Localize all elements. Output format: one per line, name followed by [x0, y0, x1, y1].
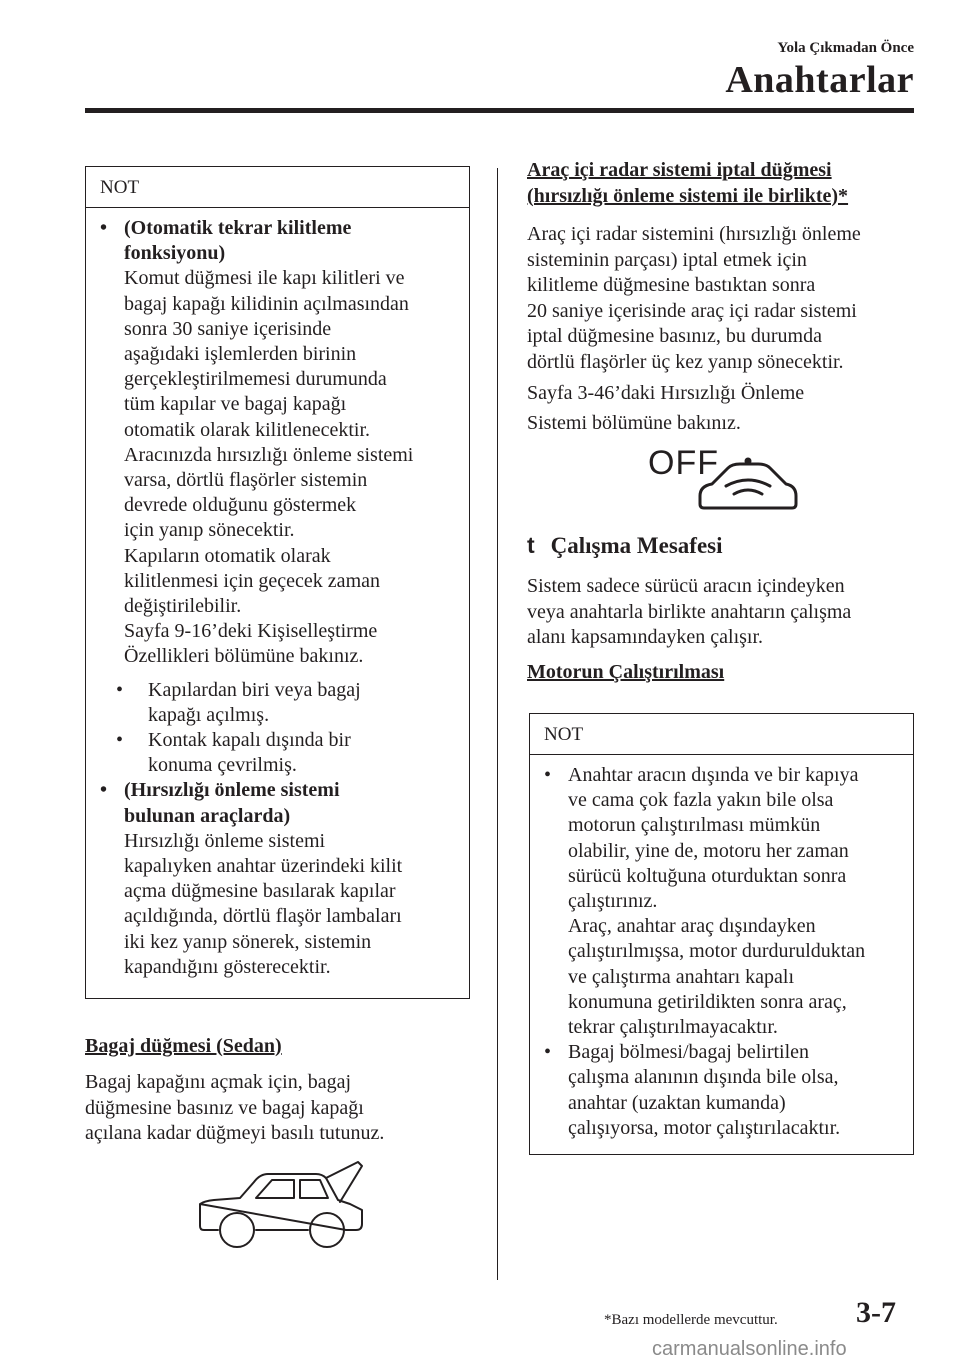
sub-bullet-line: konuma çevrilmiş.	[148, 754, 297, 777]
note-line: Hırsızlığı önleme sistemi	[124, 829, 326, 852]
note-line: için yanıp sönecektir.	[124, 519, 295, 542]
sub-bullet: •	[116, 729, 124, 752]
note-line: ve çalıştırma anahtarı kapalı	[568, 965, 795, 988]
bullet: •	[544, 764, 552, 786]
radar-heading-line: Araç içi radar sistemi iptal düğmesi	[527, 159, 832, 181]
para-line: açılana kadar düğmeyi basılı tutunuz.	[85, 1122, 385, 1145]
para-line: veya anahtarla birlikte anahtarın çalışma	[527, 600, 852, 623]
radar-heading-line: (hırsızlığı önleme sistemi ile birlikte)*	[527, 184, 849, 207]
section-subtitle: Yola Çıkmadan Önce	[777, 40, 914, 56]
note-item-title: fonksiyonu)	[124, 242, 226, 265]
note-line: değiştirilebilir.	[124, 595, 242, 618]
column-divider	[497, 168, 498, 1280]
engine-heading: Motorun Çalıştırılması	[527, 661, 725, 683]
note-line: aşağıdaki işlemlerden birinin	[124, 343, 357, 366]
note-label: NOT	[86, 167, 469, 208]
bullet: •	[100, 779, 108, 802]
note-line: çalışma alanının dışında bile olsa,	[568, 1066, 839, 1089]
note-line: çalıştırınız.	[568, 890, 658, 913]
note-line: Araç, anahtar araç dışındayken	[568, 915, 816, 938]
note-line: kapalıyken anahtar üzerindeki kilit	[124, 855, 403, 878]
sub-bullet: •	[116, 678, 124, 701]
radar-off-icon	[648, 444, 808, 520]
note-line: anahtar (uzaktan kumanda)	[568, 1091, 786, 1114]
note-line: Sayfa 9-16’deki Kişiselleştirme	[124, 620, 378, 643]
radar-paragraph	[527, 222, 861, 376]
note-line: gerçekleştirilmemesi durumunda	[124, 368, 387, 391]
para-line: Sistem sadece sürücü aracın içindeyken	[527, 575, 845, 597]
trunk-paragraph	[85, 1070, 384, 1147]
note-line: devrede olduğunu göstermek	[124, 494, 357, 517]
note-line: Bagaj bölmesi/bagaj belirtilen	[568, 1041, 810, 1064]
para-line: dörtlü flaşörler üç kez yanıp sönecektir.	[527, 350, 844, 373]
note-line: ve cama çok fazla yakın bile olsa	[568, 789, 834, 812]
note-line: kapandığını gösterecektir.	[124, 955, 331, 978]
note-line: açma düğmesine basılarak kapılar	[124, 880, 396, 903]
note-line: motorun çalıştırılması mümkün	[568, 814, 821, 837]
para-line: kilitleme düğmesine bastıktan sonra	[527, 274, 816, 297]
note-line: Özellikleri bölümüne bakınız.	[124, 645, 364, 668]
note-item-trunk-outside	[544, 1040, 899, 1141]
note-line: bagaj kapağı kilidinin açılmasından	[124, 292, 409, 315]
note-line: varsa, dörtlü flaşörler sistemin	[124, 469, 368, 492]
note-body	[530, 755, 913, 1141]
note-item-key-near	[544, 763, 899, 1040]
range-heading	[527, 532, 723, 559]
note-line: çalışıyorsa, motor çalıştırılacaktır.	[568, 1116, 841, 1139]
trunk-open-car-icon	[190, 1158, 370, 1254]
note-label: NOT	[530, 714, 913, 755]
note-line: konumuna getirildikten sonra araç,	[568, 990, 847, 1013]
trunk-heading: Bagaj düğmesi (Sedan)	[85, 1035, 282, 1057]
para-line: iptal düğmesine basınız, bu durumda	[527, 325, 822, 348]
off-label: OFF	[648, 444, 719, 482]
para-line: alanı kapsamındayken çalışır.	[527, 626, 764, 649]
page-title: Anahtarlar	[725, 59, 914, 101]
note-line: Kapıların otomatik olarak	[124, 544, 331, 567]
para-line: Araç içi radar sistemini (hırsızlığı önleme	[527, 223, 861, 245]
range-heading-text: Çalışma Mesafesi	[550, 533, 723, 558]
note-item-title: bulunan araçlarda)	[124, 804, 291, 827]
radar-heading	[527, 158, 848, 209]
note-line: tüm kapılar ve bagaj kapağı	[124, 393, 347, 416]
note-box-right	[529, 713, 914, 1155]
note-line: çalıştırılmışsa, motor durdurulduktan	[568, 940, 866, 963]
bullet: •	[544, 1041, 552, 1064]
note-line: sürücü koltuğuna oturduktan sonra	[568, 864, 847, 887]
sub-bullet-item	[100, 728, 455, 778]
para-line: Bagaj kapağını açmak için, bagaj	[85, 1071, 352, 1093]
note-line: Komut düğmesi ile kapı kilitleri ve	[124, 267, 405, 290]
note-item-title: (Hırsızlığı önleme sistemi	[124, 779, 340, 802]
header-rule	[85, 108, 914, 113]
note-line: Aracınızda hırsızlığı önleme sistemi	[124, 443, 414, 466]
note-line: tekrar çalıştırılmayacaktır.	[568, 1016, 778, 1039]
bullet: •	[100, 217, 108, 239]
footnote: *Bazı modellerde mevcuttur.	[604, 1312, 778, 1328]
note-line: Anahtar aracın dışında ve bir kapıya	[568, 764, 859, 786]
sub-bullet-item	[100, 678, 455, 728]
para-line: Sistemi bölümüne bakınız.	[527, 412, 741, 434]
note-item-antitheft	[100, 778, 455, 980]
note-item-auto-relock	[100, 216, 455, 670]
sub-bullet-line: Kapılardan biri veya bagaj	[148, 678, 361, 701]
note-line: otomatik olarak kilitlenecektir.	[124, 418, 371, 441]
para-line: 20 saniye içerisinde araç içi radar sistemi	[527, 299, 857, 322]
car-radar-icon	[696, 456, 800, 520]
note-line: açıldığında, dörtlü flaşör lambaları	[124, 905, 402, 928]
para-line: Sayfa 3-46’daki Hırsızlığı Önleme	[527, 382, 805, 404]
range-paragraph	[527, 574, 851, 651]
para-line: düğmesine basınız ve bagaj kapağı	[85, 1096, 364, 1119]
note-line: olabilir, yine de, motoru her zaman	[568, 839, 849, 862]
note-box-left	[85, 166, 470, 999]
section-marker: t	[527, 532, 535, 558]
note-body	[86, 208, 469, 980]
note-line: sonra 30 saniye içerisinde	[124, 317, 332, 340]
sub-bullet-line: kapağı açılmış.	[148, 703, 270, 726]
page-number: 3-7	[856, 1296, 896, 1329]
note-item-title: (Otomatik tekrar kilitleme	[124, 217, 352, 239]
sub-bullet-line: Kontak kapalı dışında bir	[148, 729, 351, 752]
radar-reference	[527, 378, 804, 438]
para-line: sisteminin parçası) iptal etmek için	[527, 248, 807, 271]
note-line: iki kez yanıp sönerek, sistemin	[124, 930, 372, 953]
note-line: kilitlenmesi için geçecek zaman	[124, 569, 380, 592]
watermark: carmanualsonline.info	[652, 1338, 847, 1360]
